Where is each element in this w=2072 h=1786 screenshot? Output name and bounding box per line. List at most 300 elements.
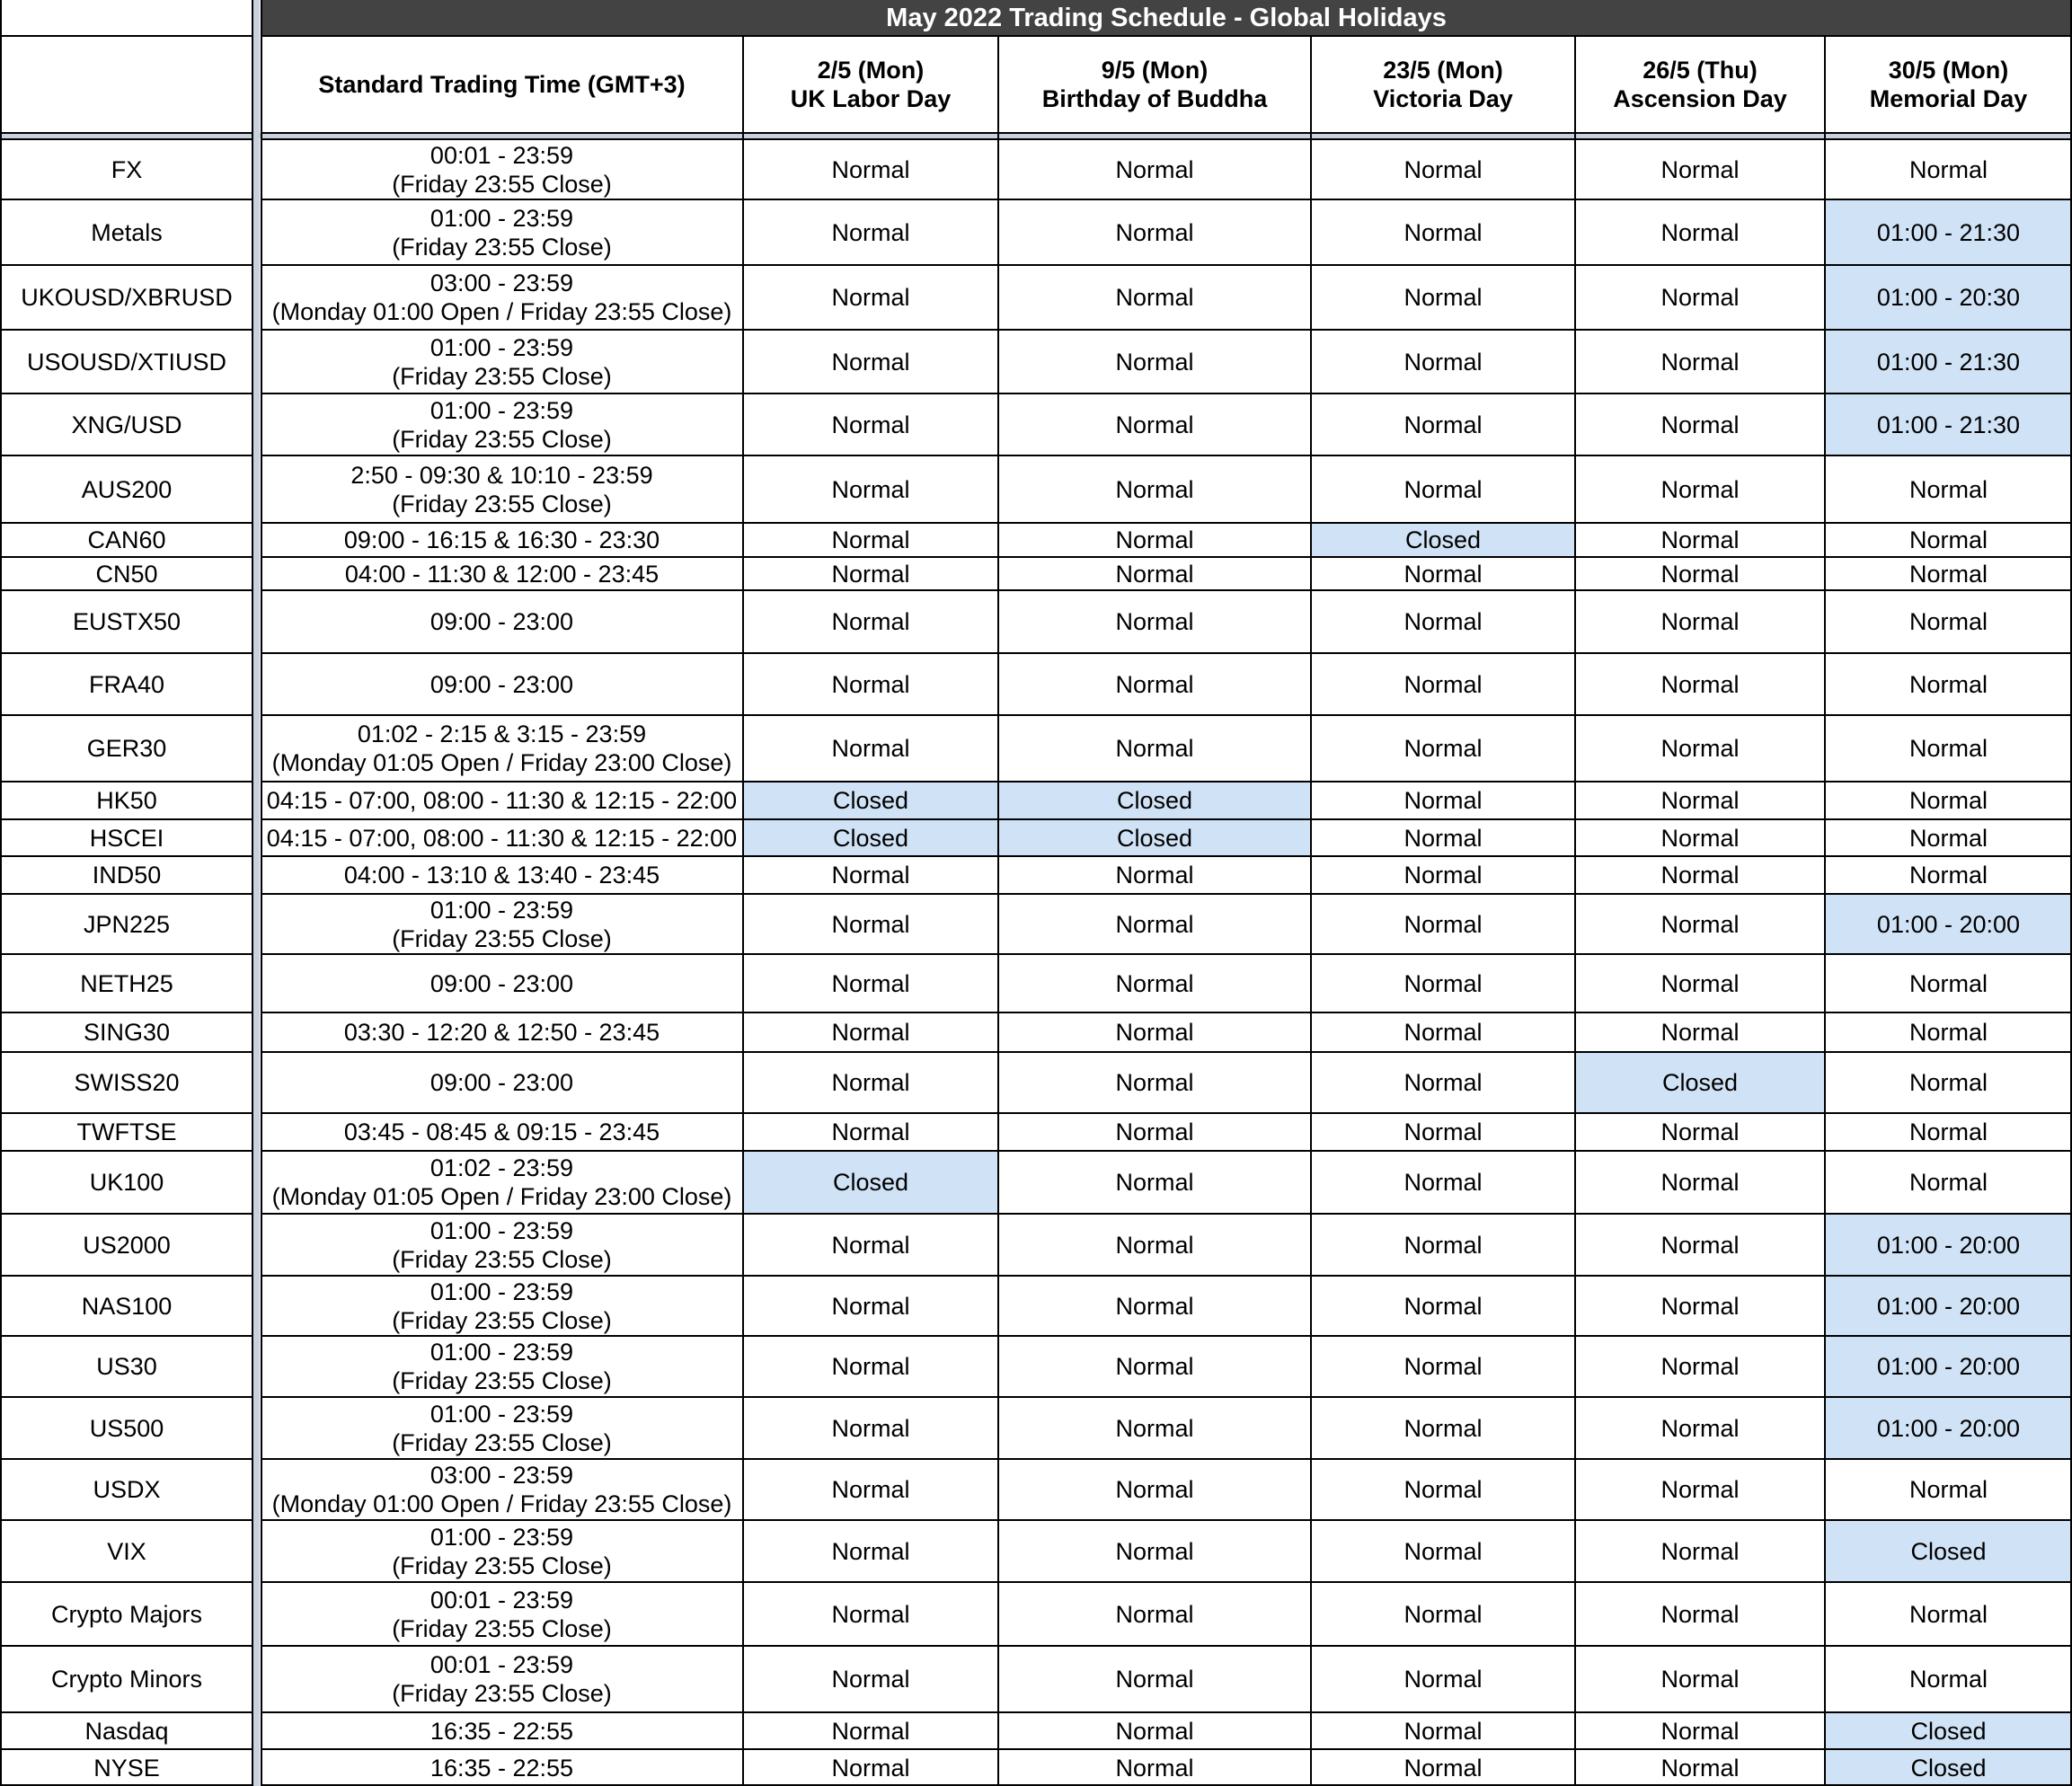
holiday-status-cell [1825, 455, 2072, 523]
column-header-line: Memorial Day [1869, 85, 2028, 112]
column-header-line: 30/5 (Mon) [1888, 57, 2009, 84]
holiday-status-cell [1311, 715, 1575, 782]
holiday-status-cell [1311, 954, 1575, 1012]
holiday-status-value: Normal [831, 670, 910, 698]
holiday-status-value: Normal [1660, 1353, 1740, 1380]
holiday-status-cell [1575, 1336, 1825, 1397]
trading-time-cell [261, 819, 743, 856]
holiday-status-cell [743, 1336, 998, 1397]
instrument-cell [0, 819, 253, 856]
column-header [743, 36, 998, 133]
holiday-status-value: 01:00 - 21:30 [1876, 218, 2021, 246]
holiday-status-value: Normal [1660, 670, 1740, 698]
trading-time-cell [261, 1582, 743, 1646]
trading-time-line: 09:00 - 23:00 [429, 670, 574, 698]
holiday-status-value: Normal [1908, 475, 1988, 503]
trading-time-cell [261, 590, 743, 653]
holiday-status-value: Normal [1660, 411, 1740, 438]
instrument-cell [0, 894, 253, 954]
trading-time-cell [261, 455, 743, 523]
holiday-status-value: Normal [1908, 1169, 1988, 1196]
holiday-status-cell [1311, 894, 1575, 954]
holiday-status-cell [1311, 1151, 1575, 1214]
holiday-status-cell [1825, 1214, 2072, 1276]
holiday-status-cell [1575, 653, 1825, 715]
holiday-status-cell [998, 1276, 1311, 1336]
holiday-status-value: Normal [1403, 1666, 1483, 1693]
instrument-name: UKOUSD/XBRUSD [21, 284, 233, 311]
instrument-name: AUS200 [81, 475, 173, 503]
trading-time-line: 09:00 - 23:00 [429, 608, 574, 635]
holiday-status-value: Normal [831, 475, 910, 503]
holiday-status-cell [1825, 1336, 2072, 1397]
holiday-status-value: Normal [1115, 1118, 1194, 1145]
holiday-status-value: Normal [1115, 1666, 1194, 1693]
trading-time-line: 01:00 - 23:59 [429, 396, 574, 424]
instrument-name: IND50 [92, 862, 162, 889]
row-divider [261, 953, 2072, 955]
holiday-status-cell [1825, 1113, 2072, 1151]
holiday-status-value: Closed [1910, 1754, 1987, 1782]
holiday-status-value: Normal [1115, 1717, 1194, 1745]
instrument-cell [0, 1749, 253, 1786]
instrument-cell [0, 1582, 253, 1646]
holiday-status-cell [743, 1749, 998, 1786]
trading-time-line: (Friday 23:55 Close) [392, 233, 612, 261]
column-header-line: Birthday of Buddha [1041, 85, 1268, 112]
instrument-cell [0, 199, 253, 265]
holiday-status-cell [998, 715, 1311, 782]
holiday-status-cell [743, 265, 998, 330]
holiday-status-cell [998, 1214, 1311, 1276]
holiday-status-cell [743, 1646, 998, 1712]
instrument-name: VIX [107, 1537, 146, 1565]
trading-time-cell [261, 1012, 743, 1052]
column-divider [252, 0, 253, 1786]
instrument-name: US2000 [83, 1231, 171, 1259]
holiday-status-cell [743, 653, 998, 715]
holiday-status-cell [1311, 523, 1575, 557]
row-divider [261, 1213, 2072, 1215]
holiday-status-cell [743, 819, 998, 856]
row-divider [0, 1112, 253, 1114]
holiday-status-value: Normal [1403, 1476, 1483, 1503]
holiday-status-value: Normal [1403, 1231, 1483, 1259]
trading-time-cell [261, 1459, 743, 1520]
trading-time-line: 03:30 - 12:20 & 12:50 - 23:45 [343, 1019, 660, 1046]
holiday-status-cell [1311, 856, 1575, 894]
holiday-status-value: Normal [1403, 411, 1483, 438]
row-divider [0, 1335, 253, 1337]
column-header-line: 26/5 (Thu) [1643, 57, 1758, 84]
holiday-status-cell [1575, 1397, 1825, 1459]
trading-time-line: 01:02 - 2:15 & 3:15 - 23:59 [357, 721, 647, 747]
holiday-status-value: Normal [831, 910, 910, 938]
holiday-status-cell [743, 557, 998, 590]
holiday-status-value: Normal [1660, 1019, 1740, 1046]
trading-time-line: 03:45 - 08:45 & 09:15 - 23:45 [343, 1118, 660, 1145]
holiday-status-value: Normal [1115, 560, 1194, 588]
row-divider [261, 1335, 2072, 1337]
holiday-status-value: Normal [1908, 670, 1988, 698]
holiday-status-cell [1575, 393, 1825, 455]
holiday-status-cell [1575, 1276, 1825, 1336]
trading-time-line: 01:00 - 23:59 [429, 1216, 574, 1244]
holiday-status-cell [1311, 819, 1575, 856]
trading-time-line: 01:00 - 23:59 [429, 896, 574, 924]
holiday-status-cell [743, 1520, 998, 1582]
trading-time-line: 03:00 - 23:59 [429, 1462, 574, 1489]
row-divider [0, 199, 253, 200]
instrument-cell [0, 265, 253, 330]
row-divider [0, 1645, 253, 1647]
holiday-status-cell [1311, 1646, 1575, 1712]
holiday-status-cell [1825, 1749, 2072, 1786]
holiday-status-cell [743, 455, 998, 523]
holiday-status-value: Normal [831, 862, 910, 889]
holiday-status-value: Closed [832, 1169, 909, 1196]
holiday-status-value: Closed [1116, 824, 1193, 852]
holiday-status-value: Normal [1403, 787, 1483, 814]
holiday-status-cell [998, 557, 1311, 590]
holiday-status-value: Normal [1403, 862, 1483, 889]
holiday-status-cell [1311, 1276, 1575, 1336]
trading-time-cell [261, 1712, 743, 1749]
holiday-status-value: Normal [831, 348, 910, 376]
row-divider [261, 455, 2072, 456]
holiday-status-cell [1825, 393, 2072, 455]
trading-time-line: 04:00 - 11:30 & 12:00 - 23:45 [344, 560, 660, 588]
trading-time-line: 16:35 - 22:55 [429, 1754, 574, 1782]
trading-time-cell [261, 1052, 743, 1113]
holiday-status-cell [1575, 1052, 1825, 1113]
holiday-status-cell [1575, 1113, 1825, 1151]
holiday-status-cell [1311, 199, 1575, 265]
holiday-status-cell [1575, 330, 1825, 393]
holiday-status-value: Normal [1403, 218, 1483, 246]
instrument-name: FX [111, 155, 143, 183]
trading-time-line: 01:00 - 23:59 [429, 333, 574, 361]
holiday-status-cell [1575, 1646, 1825, 1712]
trading-time-cell [261, 1113, 743, 1151]
trading-time-line: 09:00 - 16:15 & 16:30 - 23:30 [343, 526, 660, 553]
holiday-status-cell [1311, 1749, 1575, 1786]
holiday-status-value: Normal [1403, 1019, 1483, 1046]
trading-time-cell [261, 856, 743, 894]
column-divider [742, 36, 744, 1786]
holiday-status-value: Normal [1403, 1754, 1483, 1782]
holiday-status-cell [1825, 1151, 2072, 1214]
holiday-status-cell [1575, 1749, 1825, 1786]
holiday-status-cell [1825, 557, 2072, 590]
holiday-status-value: Normal [1660, 560, 1740, 588]
holiday-status-value: Normal [1660, 910, 1740, 938]
holiday-status-cell [743, 199, 998, 265]
holiday-status-value: Normal [1908, 1666, 1988, 1693]
trading-time-cell [261, 1151, 743, 1214]
holiday-status-value: Normal [1403, 1414, 1483, 1442]
instrument-name: Metals [91, 218, 163, 246]
holiday-status-value: Normal [1660, 1292, 1740, 1320]
holiday-status-cell [1825, 856, 2072, 894]
holiday-status-value: Normal [1660, 348, 1740, 376]
row-divider [0, 589, 253, 591]
holiday-status-cell [998, 819, 1311, 856]
row-divider [261, 1711, 2072, 1713]
row-divider [0, 893, 253, 895]
row-divider [261, 132, 2072, 134]
holiday-status-value: Normal [1660, 1476, 1740, 1503]
holiday-status-value: Normal [1660, 1717, 1740, 1745]
holiday-status-cell [998, 1459, 1311, 1520]
holiday-status-cell [1825, 199, 2072, 265]
holiday-status-value: Normal [1403, 155, 1483, 183]
holiday-status-cell [1575, 1151, 1825, 1214]
trading-time-line: 01:02 - 23:59 [429, 1154, 574, 1181]
trading-time-cell [261, 199, 743, 265]
instrument-cell [0, 330, 253, 393]
holiday-status-value: Normal [1660, 1754, 1740, 1782]
trading-time-line: 00:01 - 23:59 [429, 141, 574, 169]
trading-time-line: (Friday 23:55 Close) [392, 425, 612, 453]
column-header-line: 23/5 (Mon) [1383, 57, 1503, 84]
holiday-status-cell [743, 1012, 998, 1052]
holiday-status-value: Normal [1115, 969, 1194, 997]
holiday-status-cell [1575, 715, 1825, 782]
trading-time-cell [261, 557, 743, 590]
row-divider [261, 1051, 2072, 1053]
row-divider [0, 455, 253, 456]
trading-time-line: (Friday 23:55 Close) [392, 924, 612, 952]
holiday-status-cell [743, 330, 998, 393]
holiday-status-value: Normal [1908, 1476, 1988, 1503]
instrument-name: US500 [89, 1414, 164, 1442]
holiday-status-cell [1825, 1276, 2072, 1336]
instrument-name: HK50 [96, 787, 157, 814]
holiday-status-cell [998, 523, 1311, 557]
instrument-name: NAS100 [81, 1292, 173, 1320]
holiday-status-cell [998, 199, 1311, 265]
trading-time-line: (Friday 23:55 Close) [392, 490, 612, 517]
holiday-status-cell [1825, 894, 2072, 954]
column-header-line: Standard Trading Time (GMT+3) [318, 71, 686, 98]
row-divider [261, 1275, 2072, 1277]
holiday-status-value: Normal [1908, 1118, 1988, 1145]
trading-time-cell [261, 894, 743, 954]
instrument-cell [0, 1151, 253, 1214]
holiday-status-cell [1311, 1520, 1575, 1582]
holiday-status-cell [1575, 265, 1825, 330]
trading-time-line: (Friday 23:55 Close) [392, 1428, 612, 1456]
holiday-status-cell [1575, 1520, 1825, 1582]
trading-time-cell [261, 715, 743, 782]
holiday-status-value: Normal [1115, 608, 1194, 635]
holiday-status-cell [998, 265, 1311, 330]
holiday-status-value: Closed [1404, 526, 1482, 553]
holiday-status-value: Normal [831, 526, 910, 553]
instrument-cell [0, 715, 253, 782]
holiday-status-value: Normal [1403, 1537, 1483, 1565]
holiday-status-value: Normal [1403, 560, 1483, 588]
trading-time-line: 2:50 - 09:30 & 10:10 - 23:59 [350, 461, 653, 489]
holiday-status-value: Normal [1115, 1414, 1194, 1442]
row-divider [0, 1458, 253, 1460]
column-header [1825, 36, 2072, 133]
column-divider [1824, 36, 1826, 1786]
row-divider [261, 329, 2072, 331]
holiday-status-cell [1311, 653, 1575, 715]
holiday-status-value: Normal [831, 1353, 910, 1380]
row-divider [261, 855, 2072, 857]
trading-time-line: 01:00 - 23:59 [429, 1278, 574, 1305]
row-divider [261, 1519, 2072, 1521]
holiday-status-cell [1825, 330, 2072, 393]
row-divider [261, 1012, 2072, 1013]
holiday-status-value: Normal [831, 1231, 910, 1259]
holiday-status-value: 01:00 - 20:30 [1876, 284, 2021, 311]
holiday-status-value: Normal [831, 969, 910, 997]
row-divider [0, 1519, 253, 1521]
instrument-cell [0, 1520, 253, 1582]
holiday-status-cell [998, 856, 1311, 894]
instrument-name: CN50 [95, 560, 158, 588]
holiday-status-value: Normal [1115, 735, 1194, 762]
holiday-status-cell [998, 1012, 1311, 1052]
holiday-status-cell [1575, 199, 1825, 265]
holiday-status-value: Normal [831, 1537, 910, 1565]
holiday-status-value: Closed [1661, 1069, 1739, 1096]
instrument-cell [0, 856, 253, 894]
holiday-status-cell [998, 590, 1311, 653]
holiday-status-cell [998, 1397, 1311, 1459]
instrument-cell [0, 954, 253, 1012]
holiday-status-value: Normal [1908, 735, 1988, 762]
instrument-cell [0, 1214, 253, 1276]
holiday-status-value: Normal [1660, 1231, 1740, 1259]
row-divider [261, 1150, 2072, 1152]
column-header-line: 9/5 (Mon) [1101, 57, 1209, 84]
trading-time-line: 00:01 - 23:59 [429, 1651, 574, 1678]
trading-time-line: (Monday 01:05 Open / Friday 23:00 Close) [271, 1183, 732, 1210]
holiday-status-cell [1825, 1052, 2072, 1113]
instrument-cell [0, 1012, 253, 1052]
holiday-status-value: Normal [1908, 787, 1988, 814]
frozen-column-separator [253, 0, 260, 1786]
holiday-status-value: Normal [1403, 1353, 1483, 1380]
instrument-name: CAN60 [87, 526, 166, 553]
holiday-status-value: Normal [1660, 1169, 1740, 1196]
holiday-status-cell [743, 139, 998, 199]
holiday-status-value: Normal [1660, 1666, 1740, 1693]
trading-time-cell [261, 1397, 743, 1459]
holiday-status-value: Normal [1403, 969, 1483, 997]
row-divider [0, 264, 253, 266]
holiday-status-value: 01:00 - 20:00 [1876, 1292, 2021, 1320]
holiday-status-value: Normal [831, 1019, 910, 1046]
trading-time-line: 04:15 - 07:00, 08:00 - 11:30 & 12:15 - 22:00 [266, 787, 738, 814]
holiday-status-value: Normal [1660, 1118, 1740, 1145]
instrument-name: FRA40 [88, 670, 165, 698]
row-divider [261, 35, 2072, 37]
holiday-status-cell [1311, 590, 1575, 653]
instrument-cell [0, 782, 253, 819]
holiday-status-cell [1825, 782, 2072, 819]
holiday-status-cell [1825, 265, 2072, 330]
holiday-status-cell [743, 1582, 998, 1646]
holiday-status-value: Normal [831, 1754, 910, 1782]
holiday-status-cell [743, 590, 998, 653]
column-header [1575, 36, 1825, 133]
holiday-status-cell [1825, 590, 2072, 653]
column-header-line: 2/5 (Mon) [817, 57, 925, 84]
trading-time-line: 04:00 - 13:10 & 13:40 - 23:45 [343, 862, 660, 889]
holiday-status-value: Normal [831, 1476, 910, 1503]
holiday-status-cell [1825, 1397, 2072, 1459]
instrument-cell [0, 1646, 253, 1712]
holiday-status-value: Normal [1115, 348, 1194, 376]
holiday-status-value: Normal [1908, 608, 1988, 635]
holiday-status-value: Closed [1116, 787, 1193, 814]
holiday-status-cell [1311, 1336, 1575, 1397]
holiday-status-cell [1575, 523, 1825, 557]
holiday-status-value: Normal [1403, 910, 1483, 938]
row-divider [261, 652, 2072, 654]
holiday-status-cell [1575, 782, 1825, 819]
holiday-status-value: Normal [1115, 1600, 1194, 1628]
holiday-status-value: Normal [1660, 1537, 1740, 1565]
holiday-status-cell [998, 1582, 1311, 1646]
holiday-status-value: Closed [1910, 1717, 1987, 1745]
holiday-status-value: Normal [1660, 608, 1740, 635]
holiday-status-cell [1575, 856, 1825, 894]
holiday-status-cell [1825, 1712, 2072, 1749]
holiday-status-value: Closed [832, 787, 909, 814]
holiday-status-value: Normal [1660, 824, 1740, 852]
instrument-cell [0, 523, 253, 557]
holiday-status-cell [743, 1276, 998, 1336]
holiday-status-value: Normal [831, 1118, 910, 1145]
schedule-title: May 2022 Trading Schedule - Global Holidays [261, 0, 2072, 36]
row-divider [0, 329, 253, 331]
trading-time-line: (Friday 23:55 Close) [392, 1614, 612, 1642]
holiday-status-value: Normal [831, 284, 910, 311]
row-divider [0, 855, 253, 857]
trading-time-cell [261, 1520, 743, 1582]
row-divider [261, 1112, 2072, 1114]
holiday-status-value: Normal [1660, 526, 1740, 553]
holiday-status-value: Normal [1660, 735, 1740, 762]
trading-time-cell [261, 653, 743, 715]
trading-time-line: 01:00 - 23:59 [429, 1339, 574, 1366]
trading-time-line: 16:35 - 22:55 [429, 1717, 574, 1745]
holiday-status-value: Normal [1403, 284, 1483, 311]
instrument-name: EUSTX50 [72, 608, 182, 635]
holiday-status-cell [1311, 455, 1575, 523]
row-divider [261, 1396, 2072, 1398]
holiday-status-cell [1311, 1459, 1575, 1520]
trading-time-cell [261, 1749, 743, 1786]
holiday-status-cell [1825, 1520, 2072, 1582]
holiday-status-cell [1575, 455, 1825, 523]
trading-time-line: 09:00 - 23:00 [429, 969, 574, 997]
holiday-status-cell [998, 393, 1311, 455]
holiday-status-value: Normal [1908, 1069, 1988, 1096]
holiday-status-cell [743, 954, 998, 1012]
instrument-cell [0, 1397, 253, 1459]
holiday-status-value: Normal [1115, 670, 1194, 698]
row-divider [261, 138, 2072, 140]
holiday-status-value: Normal [1403, 1717, 1483, 1745]
